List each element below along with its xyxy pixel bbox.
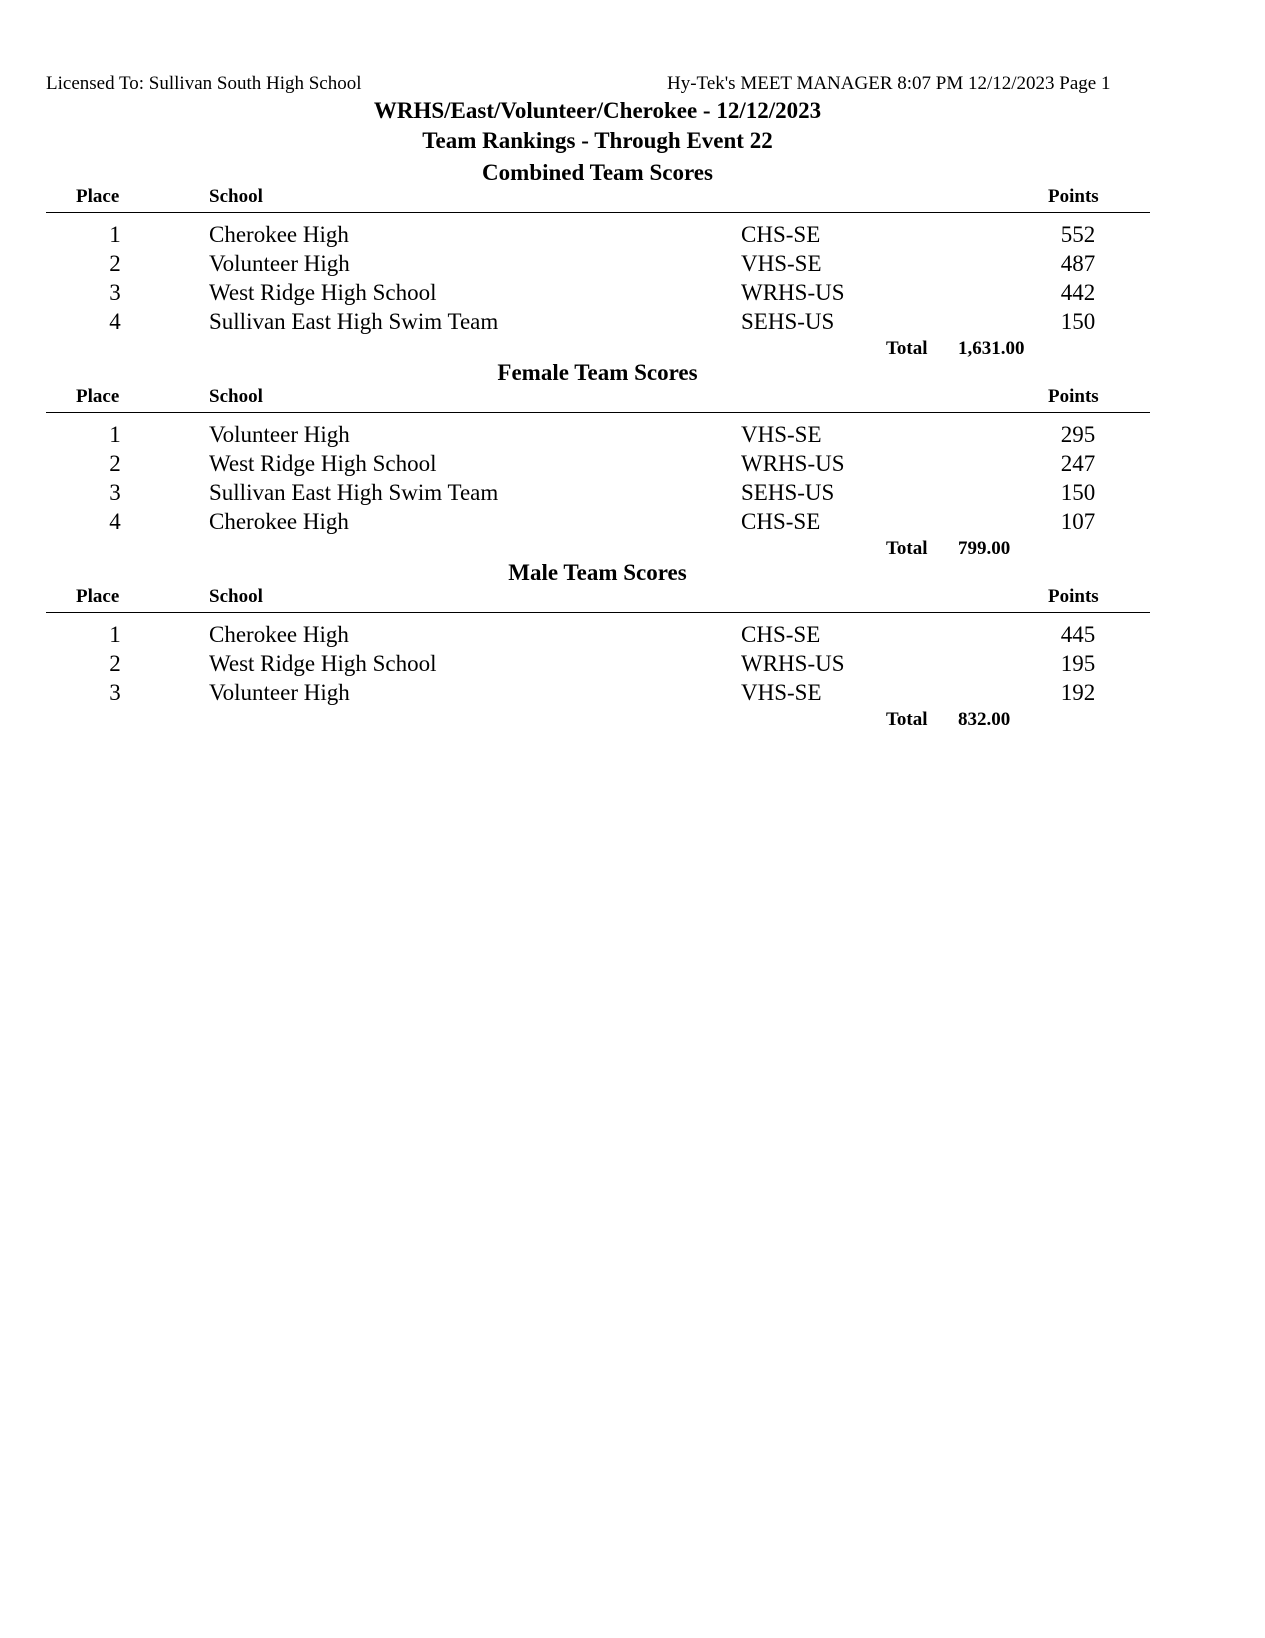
points-cell: 150 xyxy=(1060,480,1096,505)
team-code-cell: SEHS-US xyxy=(741,309,835,334)
meet-manager-stamp: Hy-Tek's MEET MANAGER 8:07 PM 12/12/2023 Page 1 xyxy=(667,73,1111,94)
total-label: Total xyxy=(886,338,928,359)
section-title: Female Team Scores xyxy=(497,360,698,385)
column-header-school: School xyxy=(209,586,263,607)
place-cell: 3 xyxy=(109,480,121,505)
place-cell: 1 xyxy=(109,622,121,647)
school-cell: West Ridge High School xyxy=(209,280,437,305)
school-cell: West Ridge High School xyxy=(209,651,437,676)
school-cell: Sullivan East High Swim Team xyxy=(209,480,499,505)
points-cell: 295 xyxy=(1060,422,1096,447)
points-cell: 247 xyxy=(1060,451,1096,476)
school-cell: Volunteer High xyxy=(209,680,350,705)
points-cell: 487 xyxy=(1060,251,1096,276)
team-code-cell: VHS-SE xyxy=(741,680,822,705)
school-cell: Sullivan East High Swim Team xyxy=(209,309,499,334)
section-title: Combined Team Scores xyxy=(482,160,713,185)
licensed-to: Licensed To: Sullivan South High School xyxy=(46,73,362,94)
place-cell: 1 xyxy=(109,222,121,247)
place-cell: 2 xyxy=(109,251,121,276)
place-cell: 2 xyxy=(109,651,121,676)
report-subtitle: Team Rankings - Through Event 22 xyxy=(422,128,773,153)
school-cell: Volunteer High xyxy=(209,422,350,447)
section-title: Male Team Scores xyxy=(508,560,687,585)
column-header-points: Points xyxy=(1048,586,1099,607)
team-code-cell: WRHS-US xyxy=(741,651,845,676)
team-code-cell: VHS-SE xyxy=(741,251,822,276)
place-cell: 1 xyxy=(109,422,121,447)
total-value: 832.00 xyxy=(958,709,1011,730)
school-cell: Cherokee High xyxy=(209,222,349,247)
column-header-place: Place xyxy=(76,186,120,207)
points-cell: 445 xyxy=(1060,622,1096,647)
points-cell: 442 xyxy=(1060,280,1096,305)
school-cell: Volunteer High xyxy=(209,251,350,276)
team-code-cell: CHS-SE xyxy=(741,509,821,534)
points-cell: 192 xyxy=(1060,680,1096,705)
column-header-school: School xyxy=(209,386,263,407)
school-cell: West Ridge High School xyxy=(209,451,437,476)
points-cell: 107 xyxy=(1060,509,1096,534)
column-header-points: Points xyxy=(1048,186,1099,207)
team-code-cell: CHS-SE xyxy=(741,622,821,647)
column-header-points: Points xyxy=(1048,386,1099,407)
points-cell: 150 xyxy=(1060,309,1096,334)
place-cell: 4 xyxy=(109,309,121,334)
place-cell: 3 xyxy=(109,280,121,305)
total-value: 1,631.00 xyxy=(958,338,1025,359)
header-rule xyxy=(46,612,1150,613)
column-header-place: Place xyxy=(76,386,120,407)
team-code-cell: CHS-SE xyxy=(741,222,821,247)
header-rule xyxy=(46,412,1150,413)
points-cell: 195 xyxy=(1060,651,1096,676)
school-cell: Cherokee High xyxy=(209,622,349,647)
header-rule xyxy=(46,212,1150,213)
place-cell: 4 xyxy=(109,509,121,534)
team-code-cell: WRHS-US xyxy=(741,451,845,476)
team-code-cell: VHS-SE xyxy=(741,422,822,447)
team-code-cell: WRHS-US xyxy=(741,280,845,305)
team-code-cell: SEHS-US xyxy=(741,480,835,505)
points-cell: 552 xyxy=(1060,222,1096,247)
meet-title: WRHS/East/Volunteer/Cherokee - 12/12/2023 xyxy=(373,98,822,123)
place-cell: 2 xyxy=(109,451,121,476)
column-header-school: School xyxy=(209,186,263,207)
total-label: Total xyxy=(886,538,928,559)
school-cell: Cherokee High xyxy=(209,509,349,534)
total-label: Total xyxy=(886,709,928,730)
column-header-place: Place xyxy=(76,586,120,607)
total-value: 799.00 xyxy=(958,538,1011,559)
place-cell: 3 xyxy=(109,680,121,705)
